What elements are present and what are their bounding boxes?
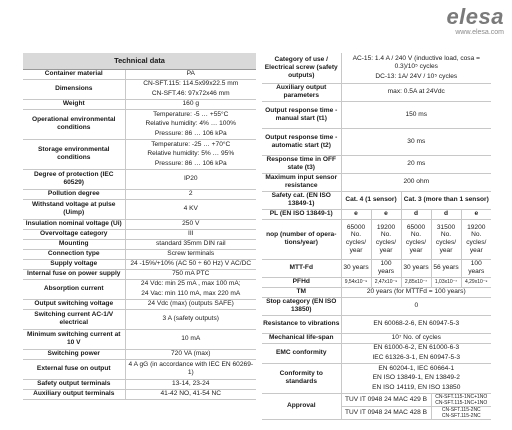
row-value-line: 4 A gG (in accordance with IEC EN 60269-1) [128,361,254,376]
table-row [23,259,256,269]
row-value [125,99,256,109]
pl-value: e [371,209,401,219]
pfhd-value: 9,54x10⁻⁹ [341,277,371,287]
table-row [23,139,256,169]
approval-code: CN-SFT.115-2NC [441,406,481,413]
row-label: Mounting [23,239,125,249]
standards-line: EN ISO 14119, EN ISO 13850 [372,383,461,391]
approval-code: CN-SFT.115-1NC+1NO [435,393,488,400]
row-value-line: Pressure: 86 … 106 kPa [154,159,227,167]
row-value-line: 4 KV [183,205,198,213]
row-label: Absorption current [23,279,125,299]
row-value-line: 41-42 NO, 41-54 NC [160,390,221,398]
table-row [23,219,256,229]
table-row [23,349,256,359]
row-value-line: 10 mA [181,335,201,343]
row-value-line: 13-14, 23-24 [172,380,210,388]
pfhd-value: 2,47x10⁻⁹ [371,277,401,287]
table-row [262,155,491,173]
pl-label: PL (EN ISO 13849-1) [262,209,341,219]
table-row [262,219,491,259]
row-value-line: 750 mA PTC [172,270,210,278]
t3-value: 20 ms [341,155,491,173]
row-value [125,139,256,169]
stop-category-value: 0 [341,297,491,315]
standards-line: EN 60204-1, IEC 60664-1 [378,364,455,372]
table-row [262,363,491,393]
table-row [262,173,491,191]
row-value [125,359,256,379]
row-value [125,249,256,259]
table-row [262,287,491,297]
safety-data-table [262,53,491,420]
row-label: Dimensions [23,79,125,99]
approval-cert: TUV IT 0948 24 MAC 428 B [341,406,431,419]
row-value-line: 3 A (safety outputs) [162,315,219,323]
pfhd-value: 1,03x10⁻⁷ [431,277,461,287]
category-of-use-label: Category of use / Electrical screw (safety outputs) [262,53,341,83]
row-value [125,69,256,79]
aux-output-label: Auxiliary output parameters [262,83,341,101]
row-value [125,299,256,309]
table-row [23,279,256,299]
table-row [23,389,256,399]
table-row [262,101,491,128]
logo-url: www.elesa.com [455,29,504,36]
mttfd-label: MTT-Fd [262,259,341,277]
approval-cert: TUV IT 0948 24 MAC 429 B [341,393,431,406]
sensor-resistance-label: Maximum input sensor resistance [262,173,341,191]
table-row [23,69,256,79]
row-value-line: III [188,230,194,238]
row-value-line: 24 -15%/+10% (AC 50 ÷ 60 Hz) V AC/DC [130,260,252,268]
table-row [23,299,256,309]
mech-life-value: 10⁷ No. of cycles [341,333,491,343]
table-row [23,329,256,349]
mech-life-label: Mechanical life-span [262,333,341,343]
row-value [125,259,256,269]
row-value [125,279,256,299]
nop-value: 31500 No. cycles/ year [431,219,461,259]
row-value-line: Temperature: -25 … +70°C [151,140,231,148]
approval-code: CN-SFT.115-2NC [441,412,481,419]
safety-cat-label: Safety cat. (EN ISO 13849-1) [262,191,341,209]
standards-line: EN ISO 13849-1, EN 13849-2 [372,374,460,382]
standards-label: Conformity to standards [262,363,341,393]
row-value-line: Pressure: 86 … 106 kPa [154,129,227,137]
category-of-use-ac: AC-15: 1.4 A / 240 V (inductive load, cosa = 0.3)/10⁵ cycles [352,55,480,70]
emc-line: EN 61000-6-2, EN 61000-6-3 [373,344,460,352]
table-row [262,128,491,155]
logo-wordmark: elesa [446,4,504,29]
table-row [262,191,491,209]
table-row [23,199,256,219]
table-row [23,249,256,259]
table-row [262,297,491,315]
row-value-line: IP20 [183,175,198,183]
row-label: Container material [23,69,125,79]
pl-value: d [401,209,431,219]
table-row [262,277,491,287]
row-value [125,199,256,219]
table-row [23,269,256,279]
pfhd-value: 2,85x10⁻⁷ [401,277,431,287]
table-row [23,79,256,99]
row-value-line: 24 Vac: min 110 mA, max 220 mA [141,290,241,297]
mttfd-value: 56 years [431,259,461,277]
table-row [23,309,256,329]
row-value [125,309,256,329]
tm-label: TM [262,287,341,297]
row-label: Pollution degree [23,189,125,199]
pfhd-label: PFHd [262,277,341,287]
t2-value: 30 ms [341,128,491,155]
mttfd-value: 30 years [401,259,431,277]
row-label: Minimum switching current at 10 V [23,329,125,349]
row-value-line: CN-SFT.46: 97x72x46 mm [151,90,230,97]
emc-label: EMC conformity [262,343,341,363]
t1-label: Output response time - manual start (t1) [262,101,341,128]
row-value-line: Relative humidity: 4% … 100% [145,120,237,128]
row-value-line: Temperature: -5 … +55°C [153,110,229,118]
row-label: Supply voltage [23,259,125,269]
row-label: External fuse on output [23,359,125,379]
approval-label: Approval [262,393,341,419]
pl-value: e [341,209,371,219]
table-row [23,359,256,379]
row-value [125,389,256,399]
table-row [23,189,256,199]
row-value-line: Relative humidity: 5% … 95% [147,150,235,158]
table-row [262,333,491,343]
pl-value: d [431,209,461,219]
mttfd-value: 100 years [461,259,491,277]
row-label: Degree of protection (IEC 60529) [23,169,125,189]
row-label: Operational environmental conditions [23,109,125,139]
row-value-line: 720 VA (max) [171,350,211,358]
table-row [262,315,491,333]
mttfd-value: 100 years [371,259,401,277]
row-label: Internal fuse on power supply [23,269,125,279]
safety-cat-3: Cat. 3 (more than 1 sensor) [401,191,491,209]
row-value-line: 250 V [182,220,200,228]
row-value [125,189,256,199]
row-value-line: 160 g [182,100,200,108]
row-label: Insulation nominal voltage (Ui) [23,219,125,229]
table-row [262,53,491,83]
t3-label: Response time in OFF state (t3) [262,155,341,173]
row-value [125,109,256,139]
vibration-value: EN 60068-2-6, EN 60947-5-3 [341,315,491,333]
row-label: Switching power [23,349,125,359]
table-row [23,99,256,109]
nop-value: 65000 No. cycles/ year [401,219,431,259]
aux-output-value: max: 0.5A at 24Vdc [341,83,491,101]
row-label: Storage environmental conditions [23,139,125,169]
nop-value: 65000 No. cycles/ year [341,219,371,259]
row-label: Auxiliary output terminals [23,389,125,399]
row-label: Withstand voltage at pulse (Uimp) [23,199,125,219]
row-value [125,239,256,249]
vibration-label: Resistance to vibrations [262,315,341,333]
row-value [125,219,256,229]
row-value-line: 2 [188,190,193,198]
table-title: Technical data [23,53,256,69]
row-value [125,229,256,239]
nop-value: 19200 No. cycles/ year [371,219,401,259]
row-value [125,169,256,189]
row-label: Safety output terminals [23,379,125,389]
table-row [262,343,491,363]
row-value [125,79,256,99]
row-value [125,349,256,359]
row-value-line: Screw terminals [167,250,215,258]
elesa-logo [446,6,504,36]
table-row [23,379,256,389]
row-value [125,379,256,389]
row-label: Output switching voltage [23,299,125,309]
row-value [125,329,256,349]
table-row [23,239,256,249]
row-value [125,269,256,279]
nop-label: nop (number of opera-tions/year) [262,219,341,259]
pl-value: e [461,209,491,219]
row-value-line: CN-SFT.115: 114.5x99x22.5 mm [143,80,239,88]
row-label: Weight [23,99,125,109]
row-value-line: standard 35mm DIN rail [155,240,226,248]
stop-category-label: Stop category (EN ISO 13850) [262,297,341,315]
row-label: Connection type [23,249,125,259]
row-value-line: PA [186,70,195,78]
row-label: Overvoltage category [23,229,125,239]
approval-code: CN-SFT.115-1NC+1NO [435,399,488,406]
sensor-resistance-value: 200 ohm [341,173,491,191]
table-row [262,259,491,277]
row-value-line: 24 Vdc (max) (outputs SAFE) [147,300,234,308]
category-of-use-dc: DC-13: 1A/ 24V / 10⁵ cycles [375,72,458,80]
tm-value: 20 years (for MTTFd = 100 years) [341,287,491,297]
table-row [23,229,256,239]
row-value-line: 24 Vdc: min 25 mA , max 100 mA; [140,280,241,288]
table-row [262,83,491,101]
row-label: Switching current AC-1/V electrical [23,309,125,329]
nop-value: 19200 No. cycles/ year [461,219,491,259]
technical-data-table [23,53,256,400]
mttfd-value: 30 years [341,259,371,277]
table-row [262,209,491,219]
table-row [23,169,256,189]
table-row [262,393,491,406]
table-row [23,109,256,139]
t1-value: 150 ms [341,101,491,128]
t2-label: Output response time - automatic start (t2) [262,128,341,155]
pfhd-value: 4,29x10⁻⁹ [461,277,491,287]
emc-line: IEC 61326-3-1, EN 60947-5-3 [372,354,461,361]
safety-cat-4: Cat. 4 (1 sensor) [341,191,401,209]
